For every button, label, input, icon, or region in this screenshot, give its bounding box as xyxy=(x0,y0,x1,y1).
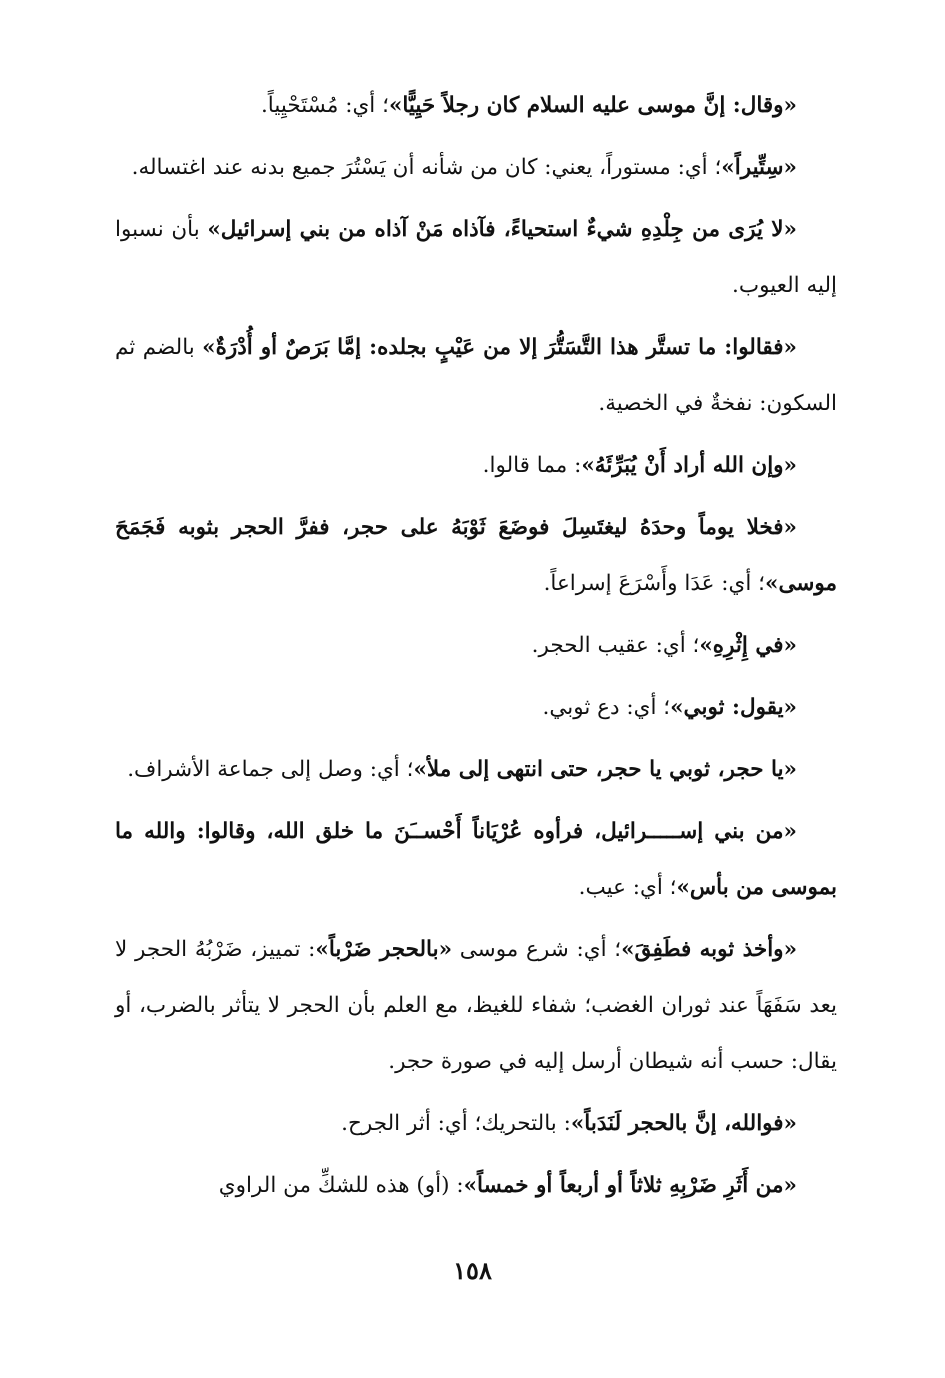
paragraph-9 xyxy=(115,742,837,798)
commentary: ؛ أي: مُسْتَحْيِياً. xyxy=(260,93,389,118)
paragraph-11 xyxy=(115,922,837,1090)
commentary: ؛ أي: شرع موسى xyxy=(452,937,622,962)
hadith-quote: «لا يُرَى من جِلْدِهِ شيءٌ استحياءً، فآذاه مَنْ آذاه من بني إسرائيل» xyxy=(207,217,797,242)
commentary: : بالتحريك؛ أي: أثر الجرح. xyxy=(341,1111,571,1136)
commentary: : مما قالوا. xyxy=(482,453,582,478)
commentary: بالضم ثم السكون: نفخةٌ في الخصية. xyxy=(115,335,837,416)
paragraph-2 xyxy=(115,140,837,196)
hadith-quote: «يقول: ثوبي» xyxy=(670,695,797,720)
page-body xyxy=(115,78,837,1220)
commentary: ؛ أي: عَدَا وأَسْرَعَ إسراعاً. xyxy=(543,571,765,596)
hadith-quote: «يا حجر، ثوبي يا حجر، حتى انتهى إلى ملأ» xyxy=(413,757,797,782)
paragraph-12 xyxy=(115,1096,837,1152)
hadith-quote: «وإن الله أراد أَنْ يُبَرِّئَهُ» xyxy=(581,453,797,478)
hadith-quote: «وأخذ ثوبه فطَفِقَ» xyxy=(621,937,798,962)
commentary: ؛ أي: عيب. xyxy=(578,875,677,900)
commentary: ؛ أي: عقيب الحجر. xyxy=(531,633,700,658)
hadith-quote: «فخلا يوماً وحدَهُ ليغتَسِلَ فوضَعَ ثَوْبَهُ على حجر، ففرَّ الحجر بثوبه فَجَمَحَ موسى» xyxy=(115,515,837,596)
hadith-quote: «سِتِّيراً» xyxy=(721,155,797,180)
commentary: ؛ أي: دع ثوبي. xyxy=(542,695,671,720)
paragraph-10 xyxy=(115,804,837,916)
commentary: ؛ أي: مستوراً، يعني: كان من شأنه أن يَسْتُرَ جميع بدنه عند اغتساله. xyxy=(131,155,722,180)
paragraph-7 xyxy=(115,618,837,674)
hadith-quote: «فوالله، إنَّ بالحجر لَنَدَباً» xyxy=(570,1111,797,1136)
hadith-quote: «فقالوا: ما تستَّر هذا التَّسَتُّرَ إلا من عَيْبٍ بجلده: إمَّا بَرَصٌ أو أُدْرَةٌ» xyxy=(202,335,797,360)
paragraph-3 xyxy=(115,202,837,314)
hadith-quote: «في إِثْرِهِ» xyxy=(699,633,797,658)
paragraph-1 xyxy=(115,78,837,134)
hadith-quote: «وقال: إنَّ موسى عليه السلام كان رجلاً حَيِيًّا» xyxy=(388,93,797,118)
hadith-quote: «من بني إســـــرائيل، فرأوه عُرْيَاناً أَحْســَنَ ما خلق الله، وقالوا: والله ما بموسى من بأس» xyxy=(115,819,837,900)
paragraph-8 xyxy=(115,680,837,736)
page-number: ١٥٨ xyxy=(453,1256,492,1285)
paragraph-4 xyxy=(115,320,837,432)
paragraph-6 xyxy=(115,500,837,612)
hadith-quote: «من أَثَرِ ضَرْبِهِ ثلاثاً أو أربعاً أو خمساً» xyxy=(463,1173,797,1198)
commentary: بأن نسبوا إليه العيوب. xyxy=(115,217,837,298)
commentary: : تمييز، ضَرْبُهُ الحجر لا يعد سَفَهَاً عند ثوران الغضب؛ شفاء للغيظ، مع العلم بأن الحجر لا يتأثر بالضرب، أو يقال: حسب أنه شيطان أرسل إليه في صورة حجر. xyxy=(115,937,837,1074)
commentary: : (أو) هذه للشكِّ من الراوي xyxy=(218,1173,464,1198)
paragraph-5 xyxy=(115,438,837,494)
commentary: ؛ أي: وصل إلى جماعة الأشراف. xyxy=(127,757,414,782)
paragraph-13 xyxy=(115,1158,837,1214)
hadith-quote: «بالحجر ضَرْباً» xyxy=(315,937,453,962)
